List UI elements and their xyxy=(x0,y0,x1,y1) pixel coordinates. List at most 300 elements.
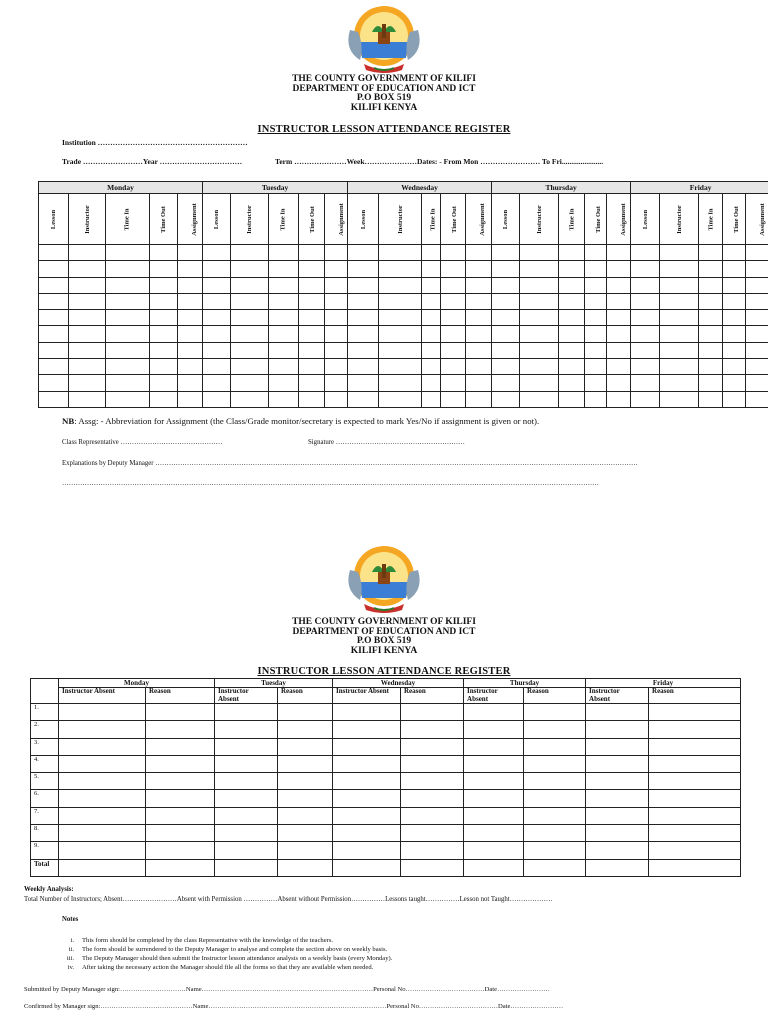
attendance-cell[interactable] xyxy=(660,310,699,326)
attendance-cell[interactable] xyxy=(723,245,746,261)
attendance-cell[interactable] xyxy=(723,310,746,326)
attendance-cell[interactable] xyxy=(269,359,299,375)
attendance-cell[interactable] xyxy=(299,277,325,293)
attendance-cell[interactable] xyxy=(203,277,231,293)
attendance-cell[interactable] xyxy=(607,310,631,326)
attendance-cell[interactable] xyxy=(746,391,768,407)
explanations-continuation-line[interactable]: ………………………………………………………………………………………………………………………………………………………………………………………………………………… xyxy=(62,480,599,487)
attendance-cell[interactable] xyxy=(269,326,299,342)
attendance-cell[interactable] xyxy=(746,277,768,293)
attendance-cell[interactable] xyxy=(466,326,492,342)
reason-cell[interactable] xyxy=(649,773,741,790)
attendance-cell[interactable] xyxy=(150,245,178,261)
attendance-cell[interactable] xyxy=(231,375,269,391)
attendance-cell[interactable] xyxy=(631,391,660,407)
reason-cell[interactable] xyxy=(524,704,586,721)
attendance-cell[interactable] xyxy=(39,375,69,391)
attendance-cell[interactable] xyxy=(231,310,269,326)
attendance-cell[interactable] xyxy=(746,375,768,391)
absent-instructor-cell[interactable] xyxy=(215,773,278,790)
attendance-cell[interactable] xyxy=(203,359,231,375)
attendance-cell[interactable] xyxy=(203,391,231,407)
reason-cell[interactable] xyxy=(146,704,215,721)
attendance-cell[interactable] xyxy=(422,310,441,326)
attendance-cell[interactable] xyxy=(422,245,441,261)
attendance-cell[interactable] xyxy=(441,326,466,342)
absent-instructor-cell[interactable] xyxy=(464,807,524,824)
attendance-cell[interactable] xyxy=(39,326,69,342)
attendance-cell[interactable] xyxy=(231,359,269,375)
attendance-cell[interactable] xyxy=(348,375,379,391)
attendance-cell[interactable] xyxy=(150,326,178,342)
absent-instructor-cell[interactable] xyxy=(586,721,649,738)
attendance-cell[interactable] xyxy=(299,342,325,358)
attendance-cell[interactable] xyxy=(299,375,325,391)
attendance-cell[interactable] xyxy=(269,261,299,277)
attendance-cell[interactable] xyxy=(39,391,69,407)
attendance-cell[interactable] xyxy=(492,326,520,342)
attendance-cell[interactable] xyxy=(559,277,585,293)
attendance-cell[interactable] xyxy=(379,342,422,358)
attendance-cell[interactable] xyxy=(325,342,348,358)
attendance-cell[interactable] xyxy=(299,326,325,342)
attendance-cell[interactable] xyxy=(723,261,746,277)
reason-cell[interactable] xyxy=(146,842,215,859)
attendance-cell[interactable] xyxy=(150,261,178,277)
reason-cell[interactable] xyxy=(278,790,333,807)
absent-instructor-cell[interactable] xyxy=(215,738,278,755)
absent-instructor-cell[interactable] xyxy=(586,773,649,790)
attendance-cell[interactable] xyxy=(441,261,466,277)
confirmed-by-manager-field[interactable]: Confirmed by Manager sign:……………………………………Name………………………………………………………………………Personal No………………………………Date…………………… xyxy=(24,1003,564,1010)
attendance-cell[interactable] xyxy=(39,342,69,358)
attendance-cell[interactable] xyxy=(178,326,203,342)
reason-cell[interactable] xyxy=(401,825,464,842)
institution-field[interactable]: Institution …………………………………………………… xyxy=(62,138,248,147)
attendance-cell[interactable] xyxy=(231,391,269,407)
absent-instructor-cell[interactable] xyxy=(59,704,146,721)
attendance-cell[interactable] xyxy=(348,277,379,293)
reason-cell[interactable] xyxy=(278,721,333,738)
absent-instructor-cell[interactable] xyxy=(464,721,524,738)
attendance-cell[interactable] xyxy=(348,342,379,358)
absent-instructor-cell[interactable] xyxy=(215,704,278,721)
absent-instructor-cell[interactable] xyxy=(333,704,401,721)
attendance-cell[interactable] xyxy=(69,261,106,277)
attendance-cell[interactable] xyxy=(325,375,348,391)
reason-cell[interactable] xyxy=(524,738,586,755)
attendance-cell[interactable] xyxy=(348,261,379,277)
attendance-cell[interactable] xyxy=(39,359,69,375)
submitted-by-deputy-field[interactable]: Submitted by Deputy Manager sign:…………………………Name……………………………………………………………………Personal No………………………………Date…………………… xyxy=(24,986,550,993)
attendance-cell[interactable] xyxy=(231,277,269,293)
attendance-cell[interactable] xyxy=(466,391,492,407)
attendance-cell[interactable] xyxy=(607,277,631,293)
reason-cell[interactable] xyxy=(649,807,741,824)
absent-instructor-cell[interactable] xyxy=(215,825,278,842)
attendance-cell[interactable] xyxy=(520,391,559,407)
attendance-cell[interactable] xyxy=(585,310,607,326)
attendance-cell[interactable] xyxy=(660,293,699,309)
reason-cell[interactable] xyxy=(649,790,741,807)
attendance-cell[interactable] xyxy=(178,293,203,309)
attendance-cell[interactable] xyxy=(559,245,585,261)
reason-cell[interactable] xyxy=(524,825,586,842)
absent-instructor-cell[interactable] xyxy=(59,738,146,755)
attendance-cell[interactable] xyxy=(441,310,466,326)
attendance-cell[interactable] xyxy=(466,277,492,293)
attendance-cell[interactable] xyxy=(106,310,150,326)
reason-cell[interactable] xyxy=(649,704,741,721)
attendance-cell[interactable] xyxy=(631,310,660,326)
attendance-cell[interactable] xyxy=(441,277,466,293)
absent-instructor-cell[interactable] xyxy=(333,825,401,842)
attendance-cell[interactable] xyxy=(585,293,607,309)
attendance-cell[interactable] xyxy=(585,277,607,293)
attendance-cell[interactable] xyxy=(631,375,660,391)
attendance-cell[interactable] xyxy=(723,391,746,407)
attendance-cell[interactable] xyxy=(607,245,631,261)
attendance-cell[interactable] xyxy=(379,375,422,391)
reason-cell[interactable] xyxy=(146,807,215,824)
attendance-cell[interactable] xyxy=(422,359,441,375)
attendance-cell[interactable] xyxy=(631,293,660,309)
attendance-cell[interactable] xyxy=(69,245,106,261)
attendance-cell[interactable] xyxy=(585,342,607,358)
attendance-cell[interactable] xyxy=(422,375,441,391)
attendance-cell[interactable] xyxy=(203,375,231,391)
attendance-cell[interactable] xyxy=(723,375,746,391)
attendance-cell[interactable] xyxy=(348,310,379,326)
reason-cell[interactable] xyxy=(524,790,586,807)
attendance-cell[interactable] xyxy=(746,310,768,326)
absent-instructor-cell[interactable] xyxy=(333,790,401,807)
absent-instructor-cell[interactable] xyxy=(59,807,146,824)
absent-instructor-cell[interactable] xyxy=(333,842,401,859)
attendance-cell[interactable] xyxy=(631,261,660,277)
absent-instructor-cell[interactable] xyxy=(464,755,524,772)
absent-instructor-cell[interactable] xyxy=(215,790,278,807)
attendance-cell[interactable] xyxy=(178,261,203,277)
reason-cell[interactable] xyxy=(278,704,333,721)
attendance-cell[interactable] xyxy=(178,391,203,407)
attendance-cell[interactable] xyxy=(325,293,348,309)
attendance-cell[interactable] xyxy=(299,245,325,261)
reason-cell[interactable] xyxy=(146,738,215,755)
absent-instructor-cell[interactable] xyxy=(464,738,524,755)
attendance-cell[interactable] xyxy=(150,293,178,309)
attendance-cell[interactable] xyxy=(69,342,106,358)
attendance-cell[interactable] xyxy=(492,375,520,391)
attendance-cell[interactable] xyxy=(325,359,348,375)
weekly-analysis-line[interactable]: Total Number of Instructors; Absent……………………Absent with Permission ……………Absent without Permission……………Lessons taught……………Lesson not Taught………………. xyxy=(24,896,553,903)
reason-cell[interactable] xyxy=(401,790,464,807)
attendance-cell[interactable] xyxy=(441,375,466,391)
attendance-cell[interactable] xyxy=(607,375,631,391)
attendance-cell[interactable] xyxy=(466,261,492,277)
attendance-cell[interactable] xyxy=(325,391,348,407)
absent-instructor-cell[interactable] xyxy=(59,755,146,772)
attendance-cell[interactable] xyxy=(699,245,723,261)
attendance-cell[interactable] xyxy=(269,245,299,261)
attendance-cell[interactable] xyxy=(699,326,723,342)
reason-cell[interactable] xyxy=(649,738,741,755)
attendance-cell[interactable] xyxy=(39,277,69,293)
attendance-cell[interactable] xyxy=(585,326,607,342)
attendance-cell[interactable] xyxy=(178,277,203,293)
attendance-cell[interactable] xyxy=(39,293,69,309)
attendance-cell[interactable] xyxy=(607,391,631,407)
attendance-cell[interactable] xyxy=(607,359,631,375)
attendance-cell[interactable] xyxy=(299,293,325,309)
attendance-cell[interactable] xyxy=(466,359,492,375)
attendance-cell[interactable] xyxy=(660,245,699,261)
attendance-cell[interactable] xyxy=(585,375,607,391)
attendance-cell[interactable] xyxy=(607,326,631,342)
attendance-cell[interactable] xyxy=(466,342,492,358)
attendance-cell[interactable] xyxy=(746,326,768,342)
attendance-cell[interactable] xyxy=(69,326,106,342)
attendance-cell[interactable] xyxy=(746,245,768,261)
attendance-cell[interactable] xyxy=(660,326,699,342)
absent-instructor-cell[interactable] xyxy=(586,825,649,842)
attendance-cell[interactable] xyxy=(325,310,348,326)
attendance-cell[interactable] xyxy=(585,359,607,375)
attendance-cell[interactable] xyxy=(379,310,422,326)
absent-instructor-cell[interactable] xyxy=(586,738,649,755)
reason-cell[interactable] xyxy=(524,721,586,738)
attendance-cell[interactable] xyxy=(69,293,106,309)
attendance-cell[interactable] xyxy=(520,342,559,358)
attendance-cell[interactable] xyxy=(299,261,325,277)
attendance-cell[interactable] xyxy=(492,359,520,375)
absent-instructor-cell[interactable] xyxy=(333,773,401,790)
attendance-cell[interactable] xyxy=(699,261,723,277)
absent-instructor-cell[interactable] xyxy=(215,721,278,738)
reason-cell[interactable] xyxy=(401,738,464,755)
signature-field[interactable]: Signature ………………………………………………… xyxy=(308,439,465,446)
attendance-cell[interactable] xyxy=(379,326,422,342)
deputy-explanations-field[interactable]: Explanations by Deputy Manager …………………………………………………………………………………………………………………………………………………………………………………………… xyxy=(62,460,638,467)
attendance-cell[interactable] xyxy=(178,375,203,391)
attendance-cell[interactable] xyxy=(106,245,150,261)
attendance-cell[interactable] xyxy=(348,359,379,375)
reason-cell[interactable] xyxy=(278,755,333,772)
attendance-cell[interactable] xyxy=(325,245,348,261)
attendance-cell[interactable] xyxy=(441,342,466,358)
class-representative-field[interactable]: Class Representative ……………………………………… xyxy=(62,439,223,446)
attendance-cell[interactable] xyxy=(631,359,660,375)
absent-instructor-cell[interactable] xyxy=(333,721,401,738)
reason-cell[interactable] xyxy=(401,704,464,721)
attendance-cell[interactable] xyxy=(150,375,178,391)
attendance-cell[interactable] xyxy=(203,342,231,358)
attendance-cell[interactable] xyxy=(379,293,422,309)
attendance-cell[interactable] xyxy=(269,277,299,293)
attendance-cell[interactable] xyxy=(585,391,607,407)
attendance-cell[interactable] xyxy=(422,326,441,342)
attendance-cell[interactable] xyxy=(699,293,723,309)
attendance-cell[interactable] xyxy=(203,293,231,309)
attendance-cell[interactable] xyxy=(746,359,768,375)
absent-instructor-cell[interactable] xyxy=(586,704,649,721)
absent-instructor-cell[interactable] xyxy=(464,773,524,790)
attendance-cell[interactable] xyxy=(520,293,559,309)
attendance-cell[interactable] xyxy=(660,359,699,375)
reason-cell[interactable] xyxy=(146,859,215,876)
attendance-cell[interactable] xyxy=(699,359,723,375)
reason-cell[interactable] xyxy=(524,859,586,876)
attendance-cell[interactable] xyxy=(699,342,723,358)
attendance-cell[interactable] xyxy=(723,293,746,309)
absent-instructor-cell[interactable] xyxy=(215,859,278,876)
attendance-cell[interactable] xyxy=(660,277,699,293)
attendance-cell[interactable] xyxy=(559,293,585,309)
absent-instructor-cell[interactable] xyxy=(586,859,649,876)
attendance-cell[interactable] xyxy=(379,359,422,375)
attendance-cell[interactable] xyxy=(699,375,723,391)
attendance-cell[interactable] xyxy=(699,310,723,326)
attendance-cell[interactable] xyxy=(492,261,520,277)
absent-instructor-cell[interactable] xyxy=(586,842,649,859)
attendance-cell[interactable] xyxy=(559,375,585,391)
absent-instructor-cell[interactable] xyxy=(333,738,401,755)
attendance-cell[interactable] xyxy=(150,342,178,358)
attendance-cell[interactable] xyxy=(699,277,723,293)
reason-cell[interactable] xyxy=(278,842,333,859)
absent-instructor-cell[interactable] xyxy=(215,755,278,772)
attendance-cell[interactable] xyxy=(69,359,106,375)
attendance-cell[interactable] xyxy=(269,391,299,407)
attendance-cell[interactable] xyxy=(631,342,660,358)
attendance-cell[interactable] xyxy=(269,310,299,326)
attendance-cell[interactable] xyxy=(441,245,466,261)
attendance-cell[interactable] xyxy=(723,277,746,293)
attendance-cell[interactable] xyxy=(231,293,269,309)
attendance-cell[interactable] xyxy=(520,277,559,293)
absent-instructor-cell[interactable] xyxy=(464,790,524,807)
attendance-cell[interactable] xyxy=(203,261,231,277)
attendance-cell[interactable] xyxy=(203,310,231,326)
attendance-cell[interactable] xyxy=(379,261,422,277)
attendance-cell[interactable] xyxy=(559,310,585,326)
attendance-cell[interactable] xyxy=(106,293,150,309)
reason-cell[interactable] xyxy=(401,755,464,772)
reason-cell[interactable] xyxy=(278,807,333,824)
attendance-cell[interactable] xyxy=(660,261,699,277)
attendance-cell[interactable] xyxy=(325,261,348,277)
attendance-cell[interactable] xyxy=(746,342,768,358)
absent-instructor-cell[interactable] xyxy=(59,790,146,807)
attendance-cell[interactable] xyxy=(203,245,231,261)
attendance-cell[interactable] xyxy=(299,359,325,375)
attendance-cell[interactable] xyxy=(559,359,585,375)
absent-instructor-cell[interactable] xyxy=(464,859,524,876)
attendance-cell[interactable] xyxy=(607,261,631,277)
attendance-cell[interactable] xyxy=(69,391,106,407)
reason-cell[interactable] xyxy=(278,859,333,876)
attendance-cell[interactable] xyxy=(178,342,203,358)
reason-cell[interactable] xyxy=(524,773,586,790)
attendance-cell[interactable] xyxy=(492,245,520,261)
absent-instructor-cell[interactable] xyxy=(333,859,401,876)
attendance-cell[interactable] xyxy=(441,359,466,375)
attendance-cell[interactable] xyxy=(348,293,379,309)
absent-instructor-cell[interactable] xyxy=(59,859,146,876)
absent-instructor-cell[interactable] xyxy=(59,842,146,859)
attendance-cell[interactable] xyxy=(178,359,203,375)
absent-instructor-cell[interactable] xyxy=(464,842,524,859)
trade-year-field[interactable]: Trade ……………………Year …………………………… xyxy=(62,157,243,166)
attendance-cell[interactable] xyxy=(231,326,269,342)
absent-instructor-cell[interactable] xyxy=(59,825,146,842)
absent-instructor-cell[interactable] xyxy=(333,755,401,772)
attendance-cell[interactable] xyxy=(422,261,441,277)
attendance-cell[interactable] xyxy=(325,277,348,293)
attendance-cell[interactable] xyxy=(492,310,520,326)
attendance-cell[interactable] xyxy=(106,359,150,375)
attendance-cell[interactable] xyxy=(631,277,660,293)
attendance-cell[interactable] xyxy=(559,326,585,342)
attendance-cell[interactable] xyxy=(492,277,520,293)
reason-cell[interactable] xyxy=(278,773,333,790)
attendance-cell[interactable] xyxy=(106,326,150,342)
attendance-cell[interactable] xyxy=(269,293,299,309)
attendance-cell[interactable] xyxy=(150,277,178,293)
absent-instructor-cell[interactable] xyxy=(586,790,649,807)
reason-cell[interactable] xyxy=(401,807,464,824)
reason-cell[interactable] xyxy=(278,825,333,842)
attendance-cell[interactable] xyxy=(106,261,150,277)
attendance-cell[interactable] xyxy=(106,391,150,407)
reason-cell[interactable] xyxy=(401,842,464,859)
attendance-cell[interactable] xyxy=(422,391,441,407)
attendance-cell[interactable] xyxy=(492,342,520,358)
attendance-cell[interactable] xyxy=(520,359,559,375)
attendance-cell[interactable] xyxy=(585,261,607,277)
attendance-cell[interactable] xyxy=(106,277,150,293)
attendance-cell[interactable] xyxy=(379,277,422,293)
reason-cell[interactable] xyxy=(146,825,215,842)
reason-cell[interactable] xyxy=(524,807,586,824)
attendance-cell[interactable] xyxy=(660,375,699,391)
absent-instructor-cell[interactable] xyxy=(215,807,278,824)
attendance-cell[interactable] xyxy=(441,391,466,407)
attendance-cell[interactable] xyxy=(69,277,106,293)
attendance-cell[interactable] xyxy=(559,391,585,407)
absent-instructor-cell[interactable] xyxy=(333,807,401,824)
attendance-cell[interactable] xyxy=(299,391,325,407)
attendance-cell[interactable] xyxy=(559,261,585,277)
attendance-cell[interactable] xyxy=(631,326,660,342)
attendance-cell[interactable] xyxy=(492,391,520,407)
absent-instructor-cell[interactable] xyxy=(586,807,649,824)
attendance-cell[interactable] xyxy=(39,310,69,326)
reason-cell[interactable] xyxy=(649,721,741,738)
attendance-cell[interactable] xyxy=(69,375,106,391)
reason-cell[interactable] xyxy=(649,755,741,772)
attendance-cell[interactable] xyxy=(559,342,585,358)
reason-cell[interactable] xyxy=(278,738,333,755)
attendance-cell[interactable] xyxy=(422,293,441,309)
attendance-cell[interactable] xyxy=(607,293,631,309)
attendance-cell[interactable] xyxy=(466,245,492,261)
attendance-cell[interactable] xyxy=(660,391,699,407)
reason-cell[interactable] xyxy=(401,721,464,738)
attendance-cell[interactable] xyxy=(150,359,178,375)
attendance-cell[interactable] xyxy=(746,293,768,309)
reason-cell[interactable] xyxy=(524,842,586,859)
